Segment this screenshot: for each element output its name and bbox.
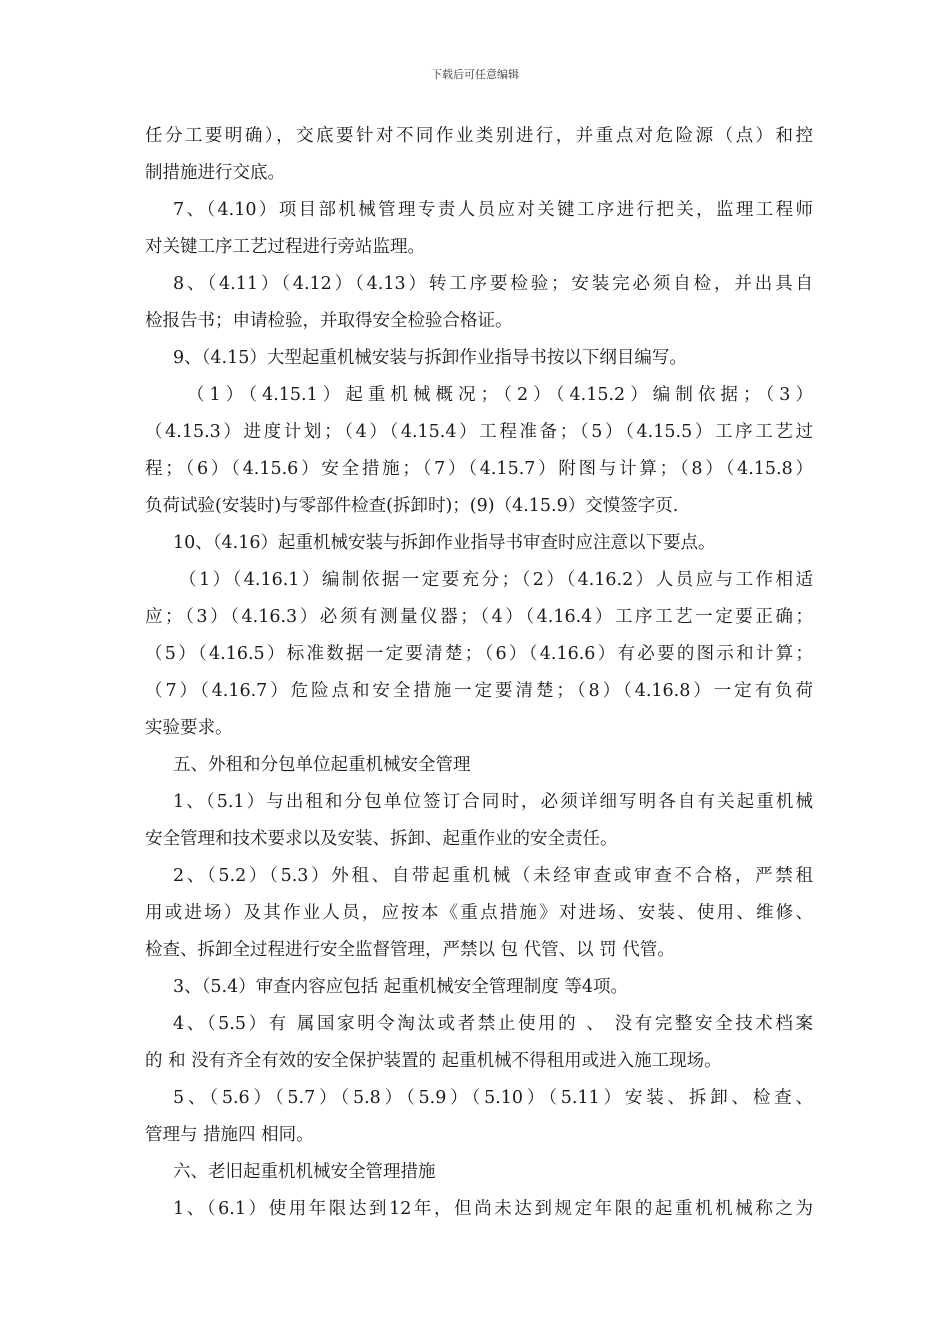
text-line: 检报告书；申请检验，并取得安全检验合格证。 [145, 311, 513, 331]
text-line: （5）（4.16.5）标准数据一定要清楚；（6）（4.16.6）有必要的图示和计算； [145, 644, 813, 664]
text-line: （1）（4.16.1）编制依据一定要充分；（2）（4.16.2）人员应与工作相适 [179, 570, 813, 590]
text-line: 制措施进行交底。 [145, 163, 285, 183]
text-line: 2、（5.2）（5.3）外租、自带起重机械（未经审查或审查不合格，严禁租 [173, 866, 813, 886]
text-line: 管理与 措施四 相同。 [145, 1125, 314, 1145]
text-line: 安全管理和技术要求以及安装、拆卸、起重作业的安全责任。 [145, 829, 618, 849]
text-line: 10、（4.16）起重机械安装与拆卸作业指导书审查时应注意以下要点。 [173, 533, 716, 553]
text-line: 1、（5.1）与出租和分包单位签订合同时，必须详细写明各自有关起重机械 [173, 792, 813, 812]
text-line: 任分工要明确），交底要针对不同作业类别进行，并重点对危险源（点）和控 [145, 126, 813, 146]
text-line: 应；（3）（4.16.3）必须有测量仪器；（4）（4.16.4）工序工艺一定要正确； [145, 607, 813, 627]
text-line: 8、（4.11）（4.12）（4.13）转工序要检验；安装完必须自检，并出具自 [173, 274, 813, 294]
text-line: （7）（4.16.7）危险点和安全措施一定要清楚；（8）（4.16.8）一定有负荷 [145, 681, 813, 701]
text-line: 1、（6.1）使用年限达到12年，但尚未达到规定年限的起重机机械称之为 [173, 1199, 813, 1219]
text-line: 3、（5.4）审查内容应包括 起重机械安全管理制度 等4项。 [173, 977, 628, 997]
text-line: 程；（6）（4.15.6）安全措施；（7）（4.15.7）附图与计算；（8）（4.15.8） [145, 459, 813, 479]
text-line: 五、外租和分包单位起重机械安全管理 [173, 755, 471, 775]
text-line: 7、（4.10）项目部机械管理专责人员应对关键工序进行把关，监理工程师 [173, 200, 813, 220]
text-line: 5、（5.6）（5.7）（5.8）（5.9）（5.10）（5.11）安装、拆卸、检查、 [173, 1088, 813, 1108]
page-header-note: 下载后可任意编辑 [431, 68, 519, 81]
text-line: 用或进场）及其作业人员，应按本《重点措施》对进场、安装、使用、维修、 [145, 903, 813, 923]
document-body [145, 118, 813, 1228]
text-line: 六、老旧起重机机械安全管理措施 [173, 1162, 436, 1182]
text-line: 的 和 没有齐全有效的安全保护装置的 起重机械不得租用或进入施工现场。 [145, 1051, 722, 1071]
text-line: （1）（4.15.1）起重机械概况；（2）（4.15.2）编制依据；（3） [187, 385, 813, 405]
text-line: 9、（4.15）大型起重机械安装与拆卸作业指导书按以下纲目编写。 [173, 348, 687, 368]
text-line: 实验要求。 [145, 718, 233, 738]
text-line: 检查、拆卸全过程进行安全监督管理，严禁以 包 代管、以 罚 代管。 [145, 940, 675, 960]
text-line: 负荷试验(安装时)与零部件检查(拆卸时)；(9)（4.15.9）交慔签字页. [145, 496, 679, 516]
text-line: 对关键工序工艺过程进行旁站监理。 [145, 237, 425, 257]
text-line: （4.15.3）进度计划；（4）（4.15.4）工程准备；（5）（4.15.5）工序工艺过 [145, 422, 813, 442]
text-line: 4、（5.5）有 属国家明令淘汰或者禁止使用的 、 没有完整安全技术档案 [173, 1014, 813, 1034]
